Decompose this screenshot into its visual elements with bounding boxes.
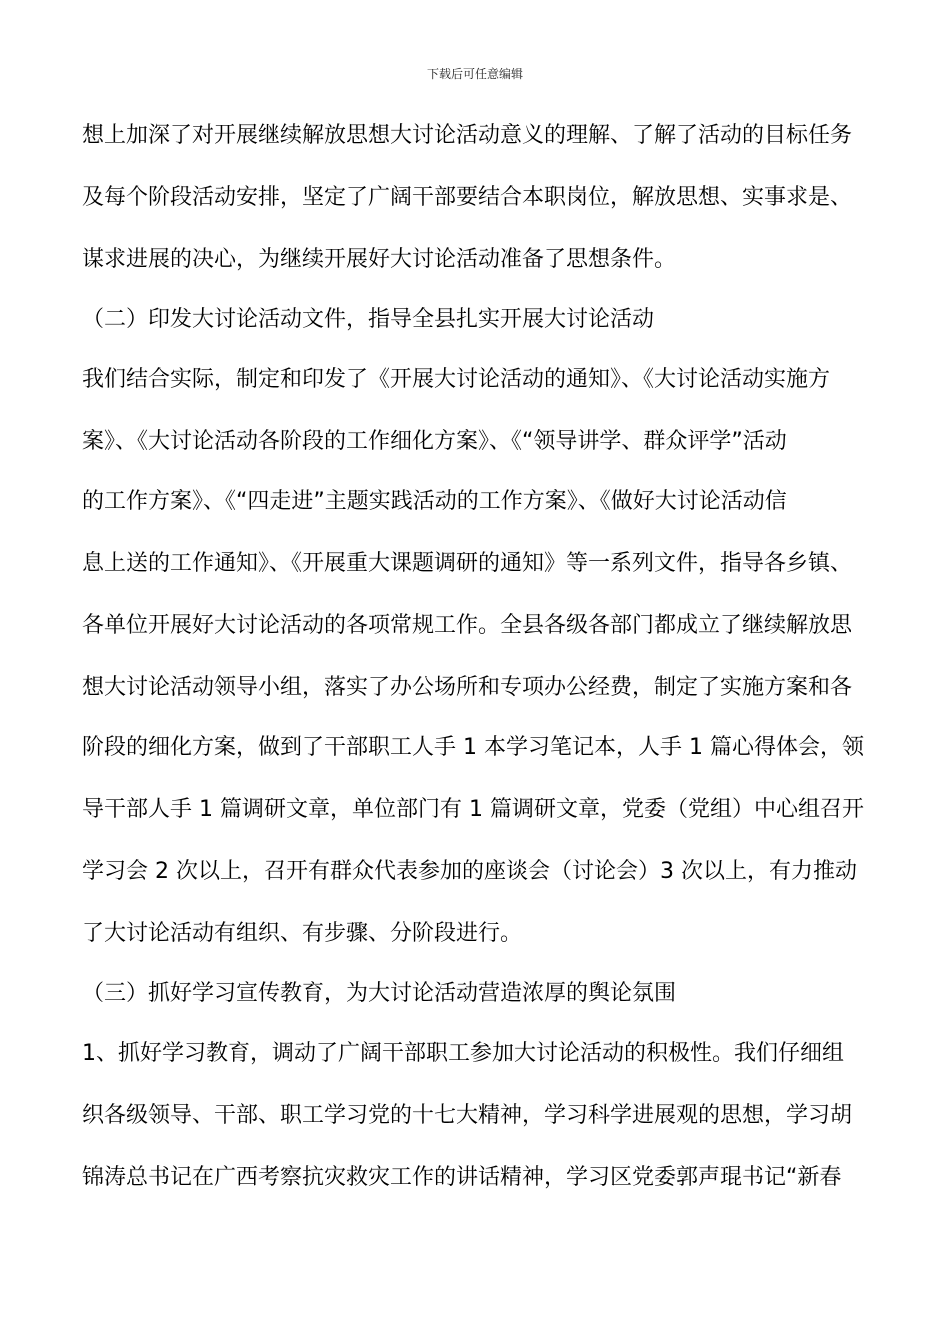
paragraph-line: 案》、《大讨论活动各阶段的工作细化方案》、《“领导讲学、群众评学”活动 (82, 429, 787, 454)
paragraph-line: 我们结合实际，制定和印发了《开展大讨论活动的通知》、《大讨论活动实施方 (82, 367, 831, 392)
paragraph-line: 阶段的细化方案，做到了干部职工人手 1 本学习笔记本，人手 1 篇心得体会，领 (82, 735, 864, 760)
paragraph-line: 导干部人手 1 篇调研文章，单位部门有 1 篇调研文章，党委（党组）中心组召开 (82, 797, 864, 822)
paragraph-line: 各单位开展好大讨论活动的各项常规工作。全县各级各部门都成立了继续解放思 (82, 613, 853, 638)
paragraph-line: 谋求进展的决心，为继续开展好大讨论活动准备了思想条件。 (82, 247, 677, 272)
page-header-note: 下载后可任意编辑 (426, 67, 523, 81)
paragraph-line: 锦涛总书记在广西考察抗灾救灾工作的讲话精神，学习区党委郭声琨书记“新春 (82, 1165, 842, 1190)
paragraph-line: 了大讨论活动有组织、有步骤、分阶段进行。 (82, 921, 523, 946)
paragraph-line: 的工作方案》、《“四走进”主题实践活动的工作方案》、《做好大讨论活动信 (82, 489, 787, 514)
paragraph-line: 及每个阶段活动安排，坚定了广阔干部要结合本职岗位，解放思想、实事求是、 (82, 185, 853, 210)
paragraph-line: 织各级领导、干部、职工学习党的十七大精神，学习科学进展观的思想，学习胡 (82, 1103, 853, 1128)
paragraph-line: 学习会 2 次以上，召开有群众代表参加的座谈会（讨论会）3 次以上，有力推动 (82, 859, 857, 884)
paragraph-line: 想大讨论活动领导小组，落实了办公场所和专项办公经费，制定了实施方案和各 (82, 675, 853, 700)
section-heading: （三）抓好学习宣传教育，为大讨论活动营造浓厚的舆论氛围 (82, 981, 677, 1006)
paragraph-line: 想上加深了对开展继续解放思想大讨论活动意义的理解、了解了活动的目标任务 (82, 123, 853, 148)
paragraph-line: 息上送的工作通知》、《开展重大课题调研的通知》等一系列文件，指导各乡镇、 (82, 551, 853, 576)
paragraph-line: 1、抓好学习教育，调动了广阔干部职工参加大讨论活动的积极性。我们仔细组 (82, 1041, 844, 1066)
section-heading: （二）印发大讨论活动文件，指导全县扎实开展大讨论活动 (82, 307, 655, 332)
